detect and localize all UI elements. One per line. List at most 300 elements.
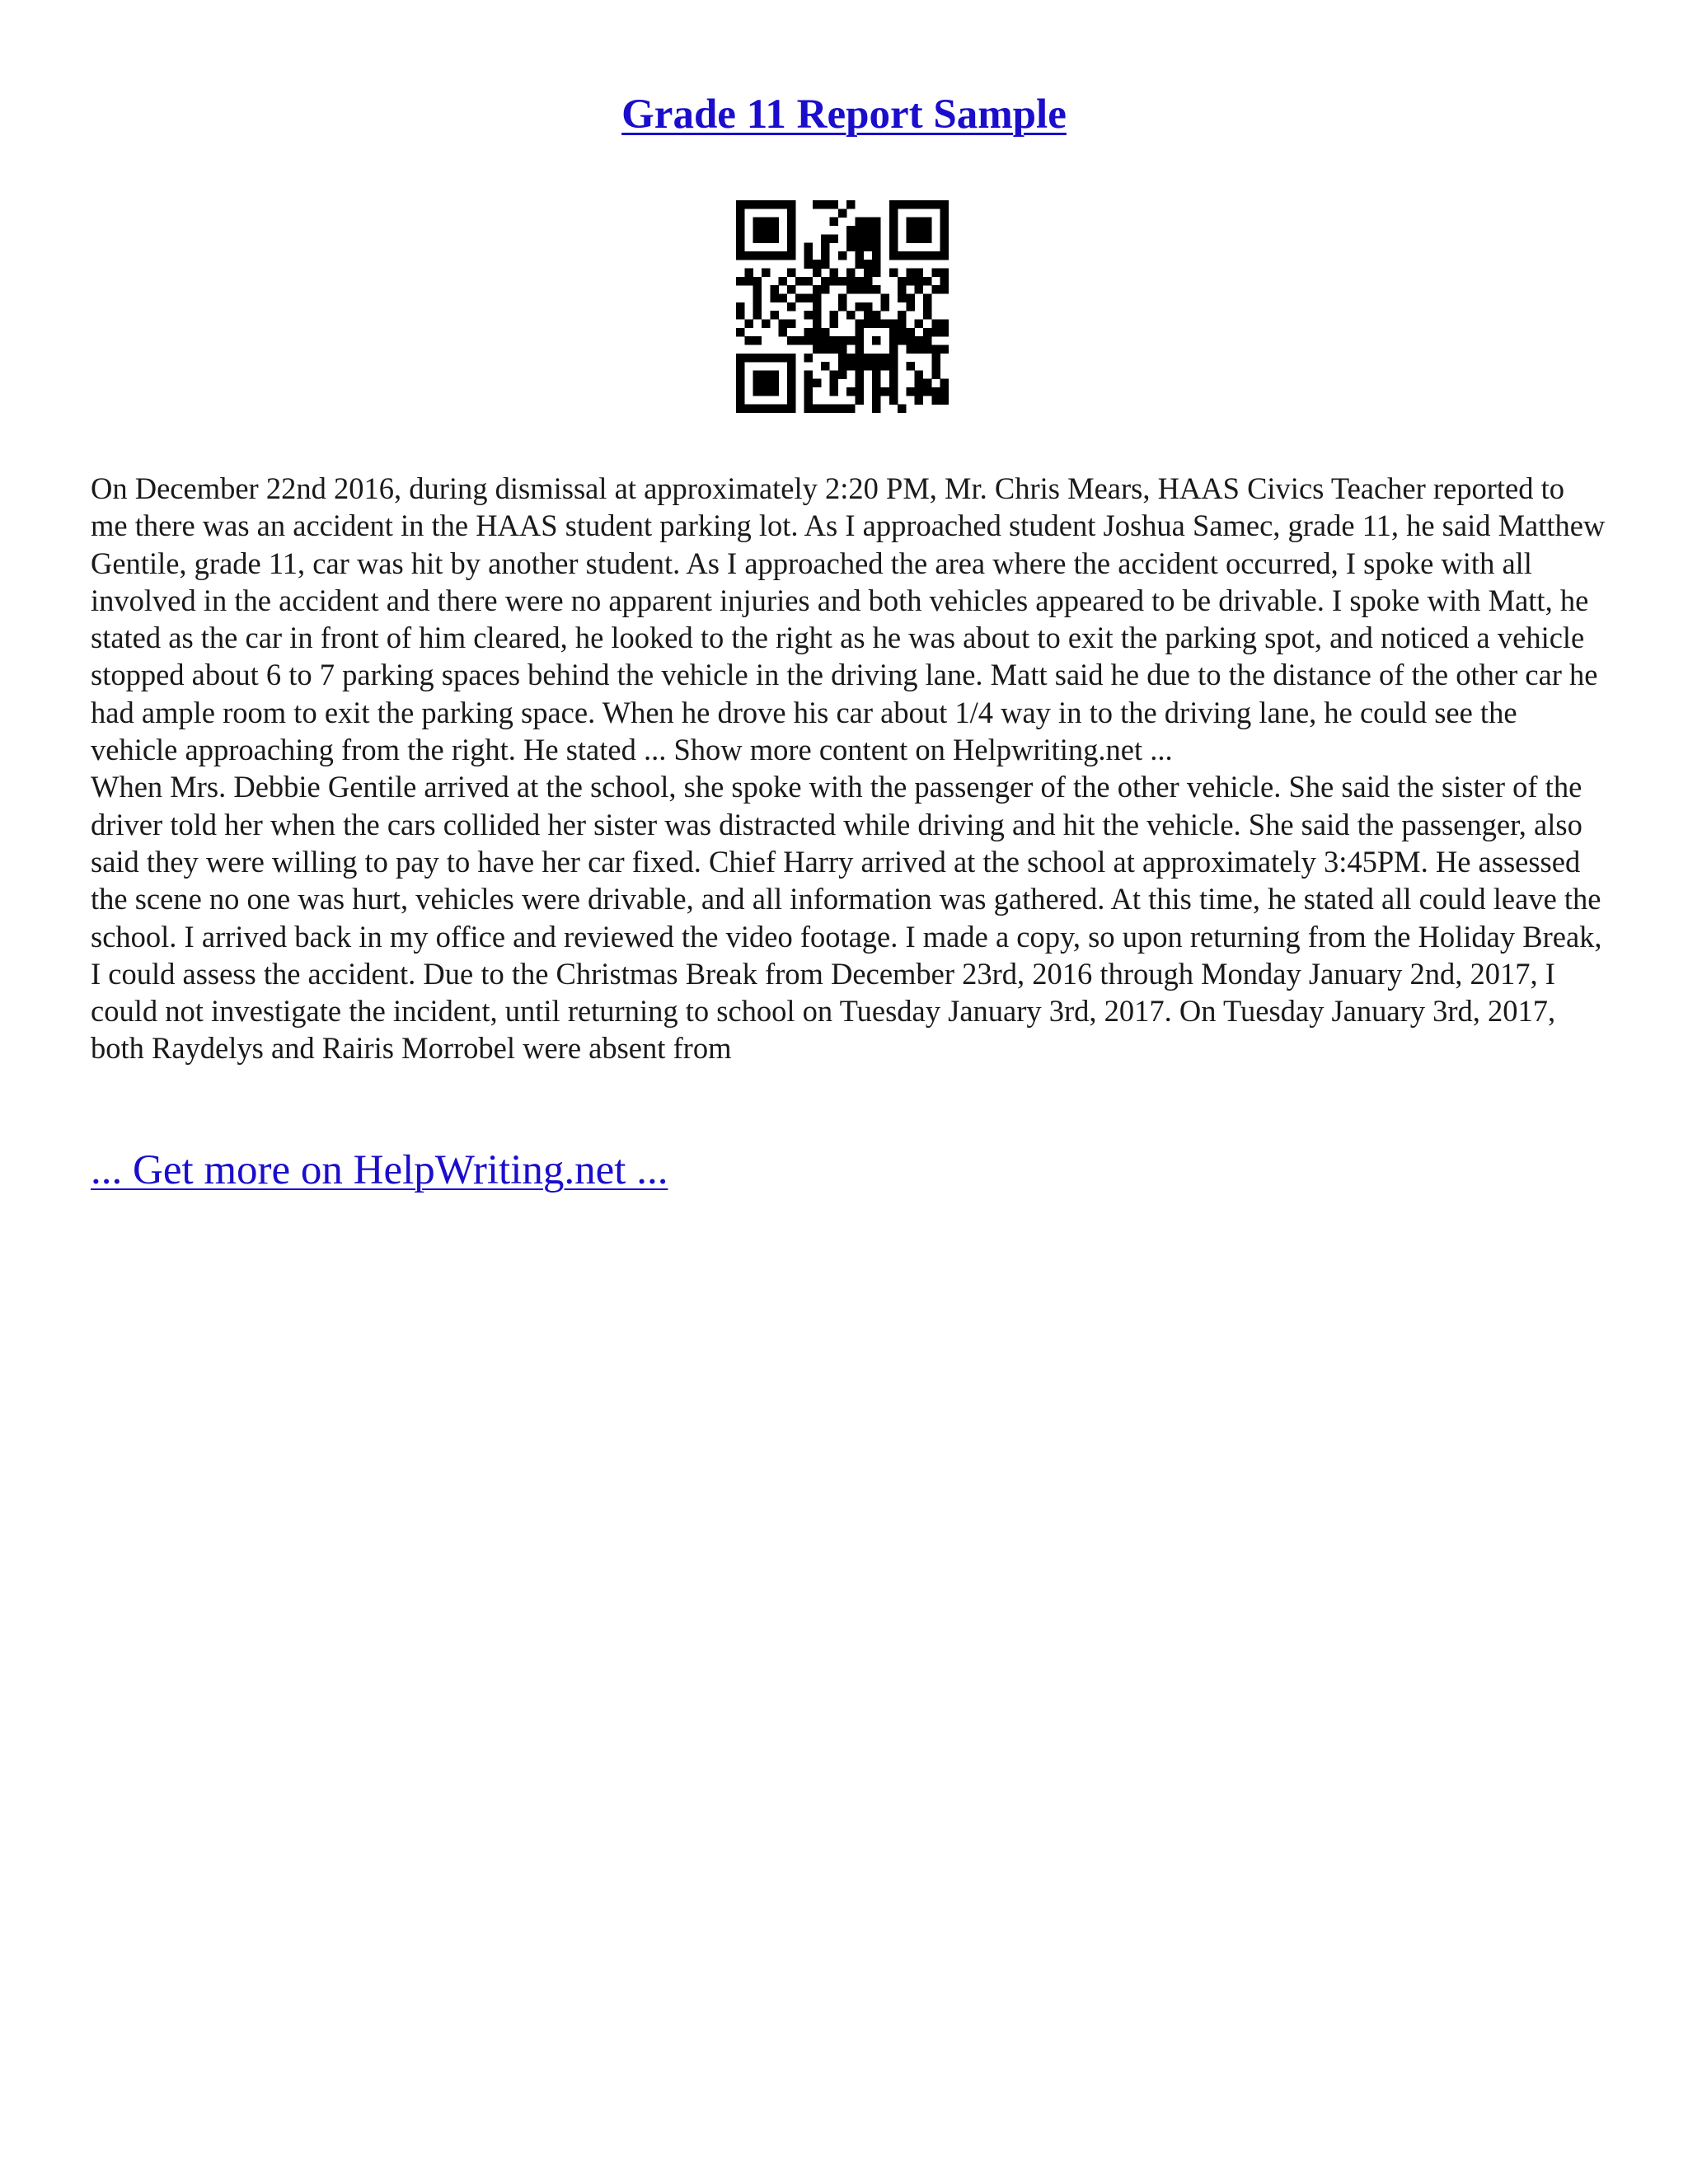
qr-module bbox=[940, 387, 949, 396]
qr-module bbox=[787, 243, 796, 252]
qr-module bbox=[779, 354, 788, 363]
qr-module bbox=[923, 234, 932, 243]
qr-module bbox=[898, 285, 907, 294]
qr-module bbox=[736, 302, 745, 312]
qr-module bbox=[779, 328, 788, 337]
qr-module bbox=[898, 251, 907, 260]
qr-module bbox=[931, 387, 940, 396]
qr-module bbox=[830, 387, 839, 396]
qr-module bbox=[762, 387, 771, 396]
qr-module bbox=[770, 379, 779, 388]
qr-module bbox=[915, 379, 924, 388]
qr-module bbox=[762, 370, 771, 379]
qr-module bbox=[770, 354, 779, 363]
qr-module bbox=[855, 354, 864, 363]
qr-module bbox=[804, 243, 814, 252]
qr-module bbox=[770, 387, 779, 396]
qr-module bbox=[880, 387, 889, 396]
qr-module bbox=[872, 319, 881, 328]
qr-module bbox=[813, 405, 822, 413]
qr-module bbox=[855, 226, 864, 235]
qr-module bbox=[813, 344, 822, 354]
qr-module bbox=[889, 200, 898, 209]
qr-module bbox=[846, 336, 856, 345]
qr-module bbox=[744, 405, 753, 413]
qr-module bbox=[940, 218, 949, 227]
qr-module bbox=[915, 319, 924, 328]
qr-module bbox=[770, 251, 779, 260]
qr-module bbox=[931, 251, 940, 260]
qr-module bbox=[923, 277, 932, 286]
qr-module bbox=[736, 396, 745, 405]
qr-module bbox=[736, 362, 745, 371]
qr-module bbox=[864, 311, 873, 320]
qr-module bbox=[736, 218, 745, 227]
qr-module bbox=[923, 344, 932, 354]
qr-module bbox=[864, 226, 873, 235]
qr-module bbox=[855, 251, 864, 260]
qr-module bbox=[821, 344, 830, 354]
qr-module bbox=[821, 328, 830, 337]
qr-module bbox=[779, 200, 788, 209]
qr-module bbox=[864, 243, 873, 252]
qr-module bbox=[744, 277, 753, 286]
title-link[interactable]: Grade 11 Report Sample bbox=[621, 91, 1067, 138]
qr-module bbox=[846, 285, 856, 294]
qr-module bbox=[804, 387, 814, 396]
qr-module bbox=[906, 269, 915, 278]
qr-module bbox=[864, 269, 873, 278]
qr-module bbox=[762, 319, 771, 328]
qr-module bbox=[762, 200, 771, 209]
qr-module bbox=[830, 336, 839, 345]
qr-module bbox=[736, 234, 745, 243]
qr-module bbox=[889, 336, 898, 345]
qr-module bbox=[872, 370, 881, 379]
qr-module bbox=[753, 277, 762, 286]
qr-module bbox=[940, 319, 949, 328]
qr-module bbox=[923, 328, 932, 337]
qr-module bbox=[931, 285, 940, 294]
qr-module bbox=[736, 379, 745, 388]
qr-module bbox=[923, 387, 932, 396]
qr-module bbox=[889, 251, 898, 260]
qr-module bbox=[846, 226, 856, 235]
qr-module bbox=[753, 387, 762, 396]
qr-module bbox=[821, 234, 830, 243]
qr-module bbox=[940, 396, 949, 405]
qr-module bbox=[906, 277, 915, 286]
qr-module bbox=[787, 387, 796, 396]
qr-module bbox=[915, 277, 924, 286]
qr-module bbox=[923, 200, 932, 209]
qr-module bbox=[830, 379, 839, 388]
qr-module bbox=[838, 362, 847, 371]
qr-module bbox=[889, 243, 898, 252]
qr-module bbox=[923, 218, 932, 227]
qr-module bbox=[855, 319, 864, 328]
qr-module bbox=[923, 251, 932, 260]
qr-module bbox=[906, 344, 915, 354]
qr-module bbox=[846, 405, 856, 413]
qr-module bbox=[855, 243, 864, 252]
qr-module bbox=[940, 226, 949, 235]
qr-module bbox=[736, 370, 745, 379]
qr-module bbox=[779, 251, 788, 260]
qr-module bbox=[889, 370, 898, 379]
qr-module bbox=[736, 251, 745, 260]
qr-module bbox=[872, 285, 881, 294]
qr-module bbox=[872, 243, 881, 252]
qr-module bbox=[779, 405, 788, 413]
qr-module bbox=[787, 370, 796, 379]
qr-module bbox=[787, 396, 796, 405]
get-more-link-container bbox=[91, 1141, 668, 1199]
qr-module bbox=[855, 328, 864, 337]
qr-module bbox=[923, 311, 932, 320]
qr-module bbox=[821, 362, 830, 371]
qr-module bbox=[813, 302, 822, 312]
qr-module bbox=[813, 311, 822, 320]
qr-module bbox=[915, 344, 924, 354]
qr-module bbox=[915, 396, 924, 405]
qr-module bbox=[838, 251, 847, 260]
qr-module bbox=[872, 379, 881, 388]
qr-module bbox=[736, 405, 745, 413]
qr-module bbox=[838, 277, 847, 286]
qr-module bbox=[744, 354, 753, 363]
qr-module bbox=[940, 344, 949, 354]
qr-module bbox=[787, 234, 796, 243]
qr-module bbox=[915, 387, 924, 396]
qr-module bbox=[736, 387, 745, 396]
qr-module bbox=[770, 234, 779, 243]
qr-module bbox=[898, 319, 907, 328]
qr-module bbox=[940, 379, 949, 388]
qr-module bbox=[838, 294, 847, 303]
qr-module bbox=[762, 354, 771, 363]
qr-module bbox=[880, 319, 889, 328]
qr-module bbox=[855, 218, 864, 227]
qr-module bbox=[846, 243, 856, 252]
qr-module bbox=[804, 251, 814, 260]
qr-module bbox=[753, 354, 762, 363]
qr-module bbox=[753, 370, 762, 379]
qr-module bbox=[846, 200, 856, 209]
qr-module bbox=[931, 370, 940, 379]
qr-module bbox=[889, 226, 898, 235]
qr-module bbox=[864, 277, 873, 286]
qr-module bbox=[880, 362, 889, 371]
qr-module bbox=[931, 269, 940, 278]
qr-module bbox=[744, 336, 753, 345]
qr-module bbox=[940, 234, 949, 243]
qr-module bbox=[830, 234, 839, 243]
qr-module bbox=[804, 336, 814, 345]
qr-module bbox=[855, 362, 864, 371]
qr-module bbox=[804, 328, 814, 337]
qr-module bbox=[906, 362, 915, 371]
qr-module bbox=[915, 251, 924, 260]
get-more-link[interactable]: ... Get more on HelpWriting.net ... bbox=[91, 1147, 668, 1193]
qr-module bbox=[872, 311, 881, 320]
qr-module bbox=[787, 379, 796, 388]
qr-module bbox=[779, 294, 788, 303]
qr-module bbox=[864, 285, 873, 294]
qr-module bbox=[830, 200, 839, 209]
qr-module bbox=[779, 319, 788, 328]
qr-module bbox=[889, 218, 898, 227]
qr-module bbox=[864, 234, 873, 243]
qr-module bbox=[744, 251, 753, 260]
qr-module bbox=[753, 226, 762, 235]
qr-module bbox=[762, 251, 771, 260]
qr-module bbox=[864, 218, 873, 227]
qr-module bbox=[787, 362, 796, 371]
qr-module bbox=[762, 405, 771, 413]
qr-module bbox=[923, 294, 932, 303]
qr-module bbox=[787, 218, 796, 227]
qr-module bbox=[923, 302, 932, 312]
qr-module bbox=[906, 387, 915, 396]
qr-module bbox=[931, 362, 940, 371]
qr-module bbox=[770, 285, 779, 294]
qr-module bbox=[898, 277, 907, 286]
qr-module bbox=[889, 387, 898, 396]
qr-module bbox=[940, 251, 949, 260]
qr-module bbox=[762, 218, 771, 227]
qr-module bbox=[804, 294, 814, 303]
qr-module bbox=[770, 218, 779, 227]
qr-module bbox=[906, 251, 915, 260]
qr-module bbox=[855, 344, 864, 354]
qr-module bbox=[906, 328, 915, 337]
qr-module bbox=[940, 269, 949, 278]
qr-module bbox=[931, 396, 940, 405]
qr-module bbox=[787, 200, 796, 209]
qr-module bbox=[813, 285, 822, 294]
qr-module bbox=[906, 226, 915, 235]
qr-module bbox=[846, 362, 856, 371]
qr-module bbox=[804, 260, 814, 269]
qr-module bbox=[906, 234, 915, 243]
qr-module bbox=[915, 234, 924, 243]
page-title bbox=[0, 86, 1688, 143]
qr-module bbox=[736, 328, 745, 337]
qr-module bbox=[830, 277, 839, 286]
qr-module bbox=[898, 328, 907, 337]
qr-module bbox=[889, 269, 898, 278]
qr-module bbox=[898, 311, 907, 320]
qr-module bbox=[906, 302, 915, 312]
paragraph-1: On December 22nd 2016, during dismissal at approximately 2:20 PM, Mr. Chris Mears, HAAS Civics Teacher reported to me there was an accident in the HAAS student parking lot. As I approached student Joshua Samec, grade 11, he said Matthew Gentile, grade 11, car was hit by another student. As I approached the area where the accident occurred, I spoke with all involved in the accident and there were no apparent injuries and both vehicles appeared to be drivable. I spoke with Matt, he stated as the car in front of him cleared, he looked to the right as he was about to exit the parking spot, and noticed a vehicle stopped about 6 to 7 parking spaces behind the vehicle in the driving lane. Matt said he due to the distance of the other car he had ample room to exit the parking space. When he drove his car about 1/4 way in to the driving lane, he could see the vehicle approaching from the right. He stated ... Show more content on Helpwriting.net ... bbox=[91, 471, 1606, 767]
qr-module bbox=[813, 319, 822, 328]
qr-module bbox=[830, 319, 839, 328]
qr-module bbox=[889, 396, 898, 405]
qr-module bbox=[855, 379, 864, 388]
qr-module bbox=[838, 354, 847, 363]
qr-module bbox=[855, 277, 864, 286]
qr-module bbox=[872, 226, 881, 235]
qr-module bbox=[872, 336, 881, 345]
qr-module bbox=[872, 387, 881, 396]
qr-module bbox=[838, 209, 847, 218]
qr-module bbox=[821, 200, 830, 209]
qr-module bbox=[931, 344, 940, 354]
qr-module bbox=[830, 370, 839, 379]
qr-module bbox=[736, 354, 745, 363]
qr-module bbox=[736, 243, 745, 252]
qr-module bbox=[753, 251, 762, 260]
qr-module bbox=[753, 285, 762, 294]
qr-module bbox=[898, 405, 907, 413]
qr-module bbox=[787, 405, 796, 413]
qr-module bbox=[864, 302, 873, 312]
qr-module bbox=[813, 269, 822, 278]
qr-module bbox=[804, 405, 814, 413]
qr-module bbox=[804, 277, 814, 286]
qr-module bbox=[787, 251, 796, 260]
qr-module bbox=[753, 302, 762, 312]
qr-module bbox=[940, 285, 949, 294]
qr-module bbox=[762, 234, 771, 243]
qr-module bbox=[813, 200, 822, 209]
qr-module bbox=[940, 209, 949, 218]
qr-module bbox=[770, 294, 779, 303]
qr-module bbox=[838, 336, 847, 345]
qr-module bbox=[787, 302, 796, 312]
qr-module bbox=[915, 226, 924, 235]
qr-module bbox=[813, 260, 822, 269]
qr-module bbox=[906, 294, 915, 303]
qr-module bbox=[770, 311, 779, 320]
qr-module bbox=[915, 336, 924, 345]
qr-module bbox=[931, 200, 940, 209]
qr-module bbox=[889, 328, 898, 337]
qr-module bbox=[787, 319, 796, 328]
qr-module bbox=[889, 354, 898, 363]
qr-module bbox=[931, 354, 940, 363]
qr-module bbox=[813, 294, 822, 303]
qr-module bbox=[787, 285, 796, 294]
qr-module bbox=[787, 336, 796, 345]
qr-module bbox=[855, 302, 864, 312]
qr-module bbox=[736, 200, 745, 209]
qr-module bbox=[830, 344, 839, 354]
qr-module bbox=[744, 200, 753, 209]
qr-module bbox=[915, 269, 924, 278]
qr-module bbox=[889, 319, 898, 328]
qr-module bbox=[762, 379, 771, 388]
qr-module bbox=[770, 370, 779, 379]
qr-module bbox=[889, 362, 898, 371]
qr-module bbox=[915, 285, 924, 294]
qr-module bbox=[821, 251, 830, 260]
qr-module bbox=[830, 405, 839, 413]
qr-module bbox=[872, 405, 881, 413]
qr-module bbox=[770, 226, 779, 235]
qr-module bbox=[872, 396, 881, 405]
qr-module bbox=[906, 218, 915, 227]
qr-module bbox=[898, 294, 907, 303]
qr-module bbox=[762, 269, 771, 278]
qr-module bbox=[753, 294, 762, 303]
qr-module bbox=[787, 209, 796, 218]
qr-module bbox=[821, 277, 830, 286]
report-body bbox=[91, 470, 1607, 1067]
qr-module bbox=[804, 370, 814, 379]
qr-module bbox=[830, 311, 839, 320]
qr-module bbox=[753, 218, 762, 227]
qr-module bbox=[795, 294, 804, 303]
qr-module bbox=[940, 200, 949, 209]
qr-module bbox=[915, 218, 924, 227]
qr-module bbox=[915, 200, 924, 209]
qr-module bbox=[830, 218, 839, 227]
qr-code-icon bbox=[736, 200, 949, 413]
qr-module bbox=[821, 260, 830, 269]
qr-module bbox=[898, 200, 907, 209]
qr-module bbox=[872, 251, 881, 260]
qr-module bbox=[940, 328, 949, 337]
qr-module bbox=[744, 319, 753, 328]
qr-module bbox=[855, 285, 864, 294]
qr-module bbox=[770, 200, 779, 209]
qr-module bbox=[804, 354, 814, 363]
qr-module bbox=[855, 387, 864, 396]
qr-module bbox=[855, 370, 864, 379]
qr-module bbox=[846, 387, 856, 396]
qr-module bbox=[846, 277, 856, 286]
qr-module bbox=[889, 234, 898, 243]
qr-module bbox=[940, 243, 949, 252]
qr-module bbox=[855, 260, 864, 269]
qr-module bbox=[855, 396, 864, 405]
qr-module bbox=[864, 354, 873, 363]
qr-module bbox=[931, 328, 940, 337]
qr-module bbox=[821, 336, 830, 345]
qr-module bbox=[736, 311, 745, 320]
qr-module bbox=[744, 269, 753, 278]
qr-module bbox=[795, 277, 804, 286]
qr-module bbox=[855, 234, 864, 243]
qr-module bbox=[864, 260, 873, 269]
qr-module bbox=[736, 277, 745, 286]
qr-module bbox=[889, 379, 898, 388]
qr-module bbox=[846, 234, 856, 243]
qr-module bbox=[864, 319, 873, 328]
qr-module bbox=[923, 336, 932, 345]
qr-module bbox=[838, 344, 847, 354]
qr-module bbox=[872, 269, 881, 278]
paragraph-2: When Mrs. Debbie Gentile arrived at the school, she spoke with the passenger of the other vehicle. She said the sister of the driver told her when the cars collided her sister was distracted while driving and hit the vehicle. She said the passenger, also said they were willing to pay to have her car fixed. Chief Harry arrived at the school at approximately 3:45PM. He assessed the scene no one was hurt, vehicles were drivable, and all information was gathered. At this time, he stated all could leave the school. I arrived back in my office and reviewed the video footage. I made a copy, so upon returning from the Holiday Break, I could assess the accident. Due to the Christmas Break from December 23rd, 2016 through Monday January 2nd, 2017, I could not investigate the incident, until returning to school on Tuesday January 3rd, 2017. On Tuesday January 3rd, 2017, both Raydelys and Rairis Morrobel were absent from bbox=[91, 770, 1602, 1066]
qr-module bbox=[753, 379, 762, 388]
qr-module bbox=[880, 354, 889, 363]
qr-module bbox=[915, 370, 924, 379]
qr-module bbox=[736, 209, 745, 218]
qr-module bbox=[770, 405, 779, 413]
qr-module bbox=[864, 362, 873, 371]
qr-module bbox=[846, 269, 856, 278]
qr-module bbox=[753, 234, 762, 243]
qr-module bbox=[838, 370, 847, 379]
qr-module bbox=[821, 243, 830, 252]
qr-module bbox=[846, 311, 856, 320]
qr-module bbox=[795, 336, 804, 345]
qr-module bbox=[872, 354, 881, 363]
qr-module bbox=[838, 405, 847, 413]
qr-module bbox=[813, 336, 822, 345]
